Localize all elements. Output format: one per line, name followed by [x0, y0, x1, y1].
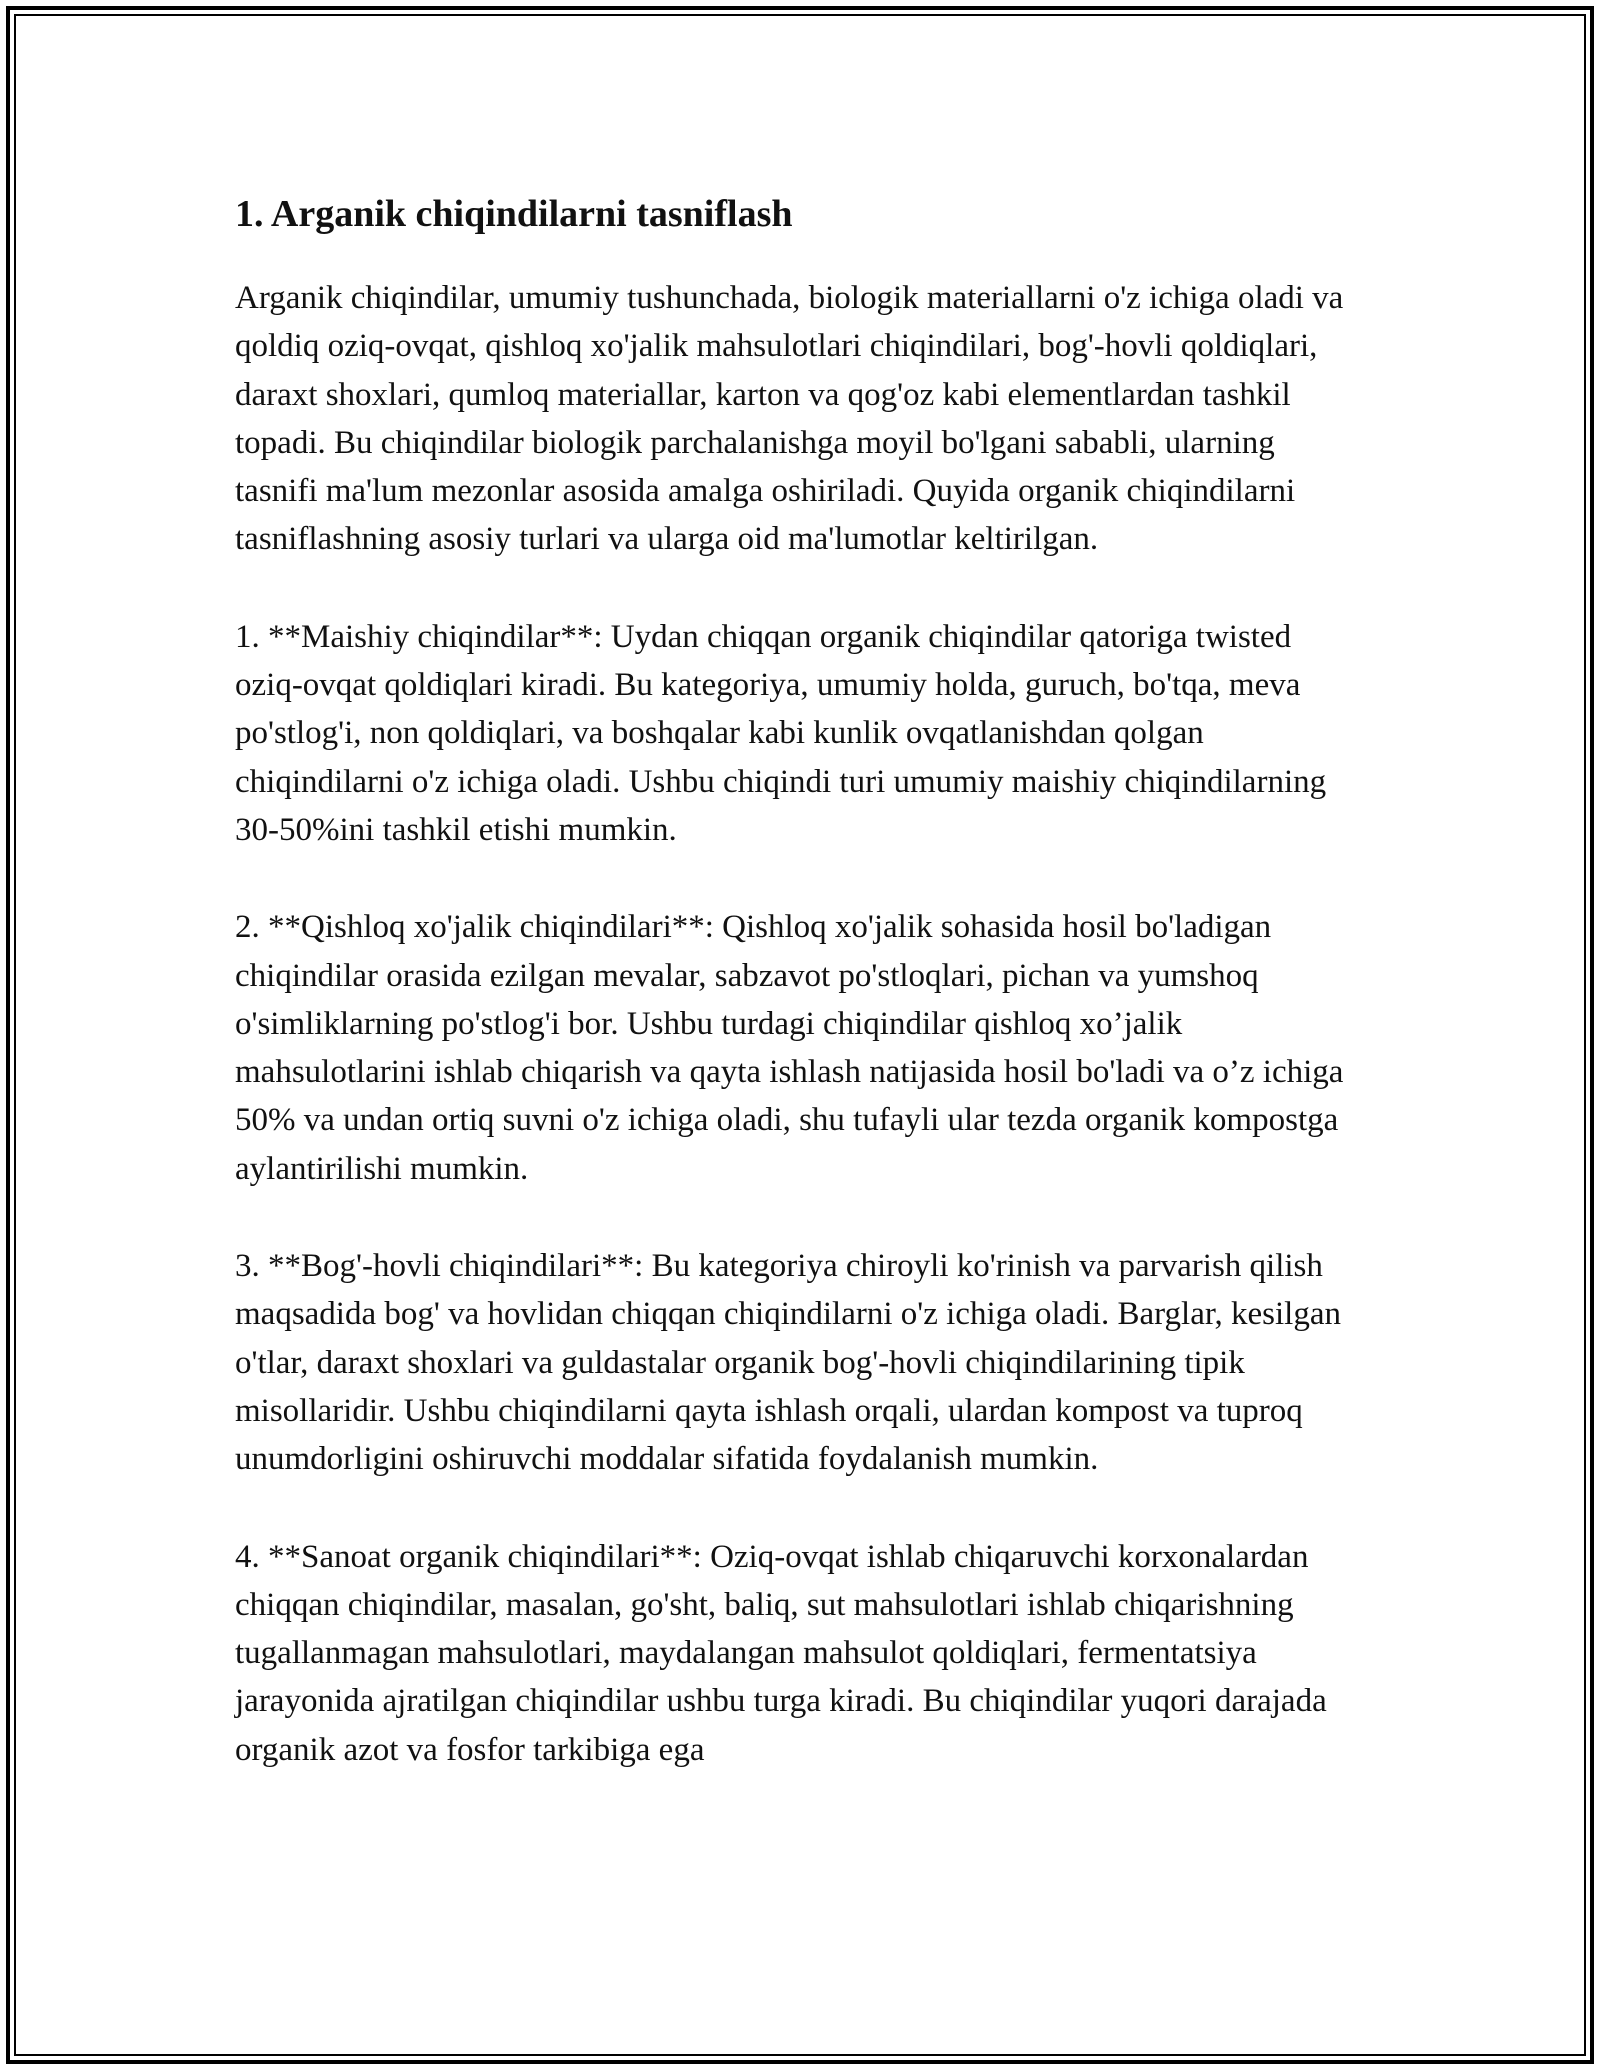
paragraph-industrial-waste: 4. **Sanoat organik chiqindilari**: Oziq-ovqat ishlab chiqaruvchi korxonalardan chiqqan chiqindilar, masalan, go'sht, baliq, sut mahsulotlari ishlab chiqarishning tugallanmagan mahsulotlari, maydalangan mahsulot qoldiqlari, fermentatsiya jarayonida ajratilgan chiqindilar ushbu turga kiradi. Bu chiqindilar yuqori darajada organik azot va fosfor tarkibiga ega — [235, 1538, 1327, 1768]
paragraph-household-waste: 1. **Maishiy chiqindilar**: Uydan chiqqan organik chiqindilar qatoriga twisted oziq-ovqat qoldiqlari kiradi. Bu kategoriya, umumiy holda, guruch, bo'tqa, meva po'stlog'i, non qoldiqlari, va boshqalar kabi kunlik ovqatlanishdan qolgan chiqindilarni o'z ichiga oladi. Ushbu chiqindi turi umumiy maishiy chiqindilarning 30-50%ini tashkil etishi mumkin. — [235, 618, 1327, 848]
section-heading: 1. Arganik chiqindilarni tasniflash — [235, 193, 793, 235]
paragraph-garden-waste: 3. **Bog'-hovli chiqindilari**: Bu kategoriya chiroyli ko'rinish va parvarish qilish maqsadida bog' va hovlidan chiqqan chiqindilarni o'z ichiga oladi. Barglar, kesilgan o'tlar, daraxt shoxlari va guldastalar organik bog'-hovli chiqindilarining tipik misollaridir. Ushbu chiqindilarni qayta ishlash orqali, ulardan kompost va tuproq unumdorligini oshiruvchi moddalar sifatida foydalanish mumkin. — [235, 1248, 1341, 1478]
paragraph-agricultural-waste: 2. **Qishloq xo'jalik chiqindilari**: Qishloq xo'jalik sohasida hosil bo'ladigan chiqindilar orasida ezilgan mevalar, sabzavot po'stloqlari, pichan va yumshoq o'simliklarning po'stlog'i bor. Ushbu turdagi chiqindilar qishloq xo’jalik mahsulotlarini ishlab chiqarish va qayta ishlash natijasida hosil bo'ladi va o’z ichiga 50% va undan ortiq suvni o'z ichiga oladi, shu tufayli ular tezda organik kompostga aylantirilishi mumkin. — [235, 909, 1344, 1187]
intro-paragraph: Arganik chiqindilar, umumiy tushunchada, biologik materiallarni o'z ichiga oladi va qoldiq oziq-ovqat, qishloq xo'jalik mahsulotlari chiqindilari, bog'-hovli qoldiqlari, daraxt shoxlari, qumloq materiallar, karton va qog'oz kabi elementlardan tashkil topadi. Bu chiqindilar biologik parchalanishga moyil bo'lgani sababli, ularning tasnifi ma'lum mezonlar asosida amalga oshiriladi. Quyida organik chiqindilarni tasniflashning asosiy turlari va ularga oid ma'lumotlar keltirilgan. — [235, 280, 1344, 558]
document-body — [235, 188, 1365, 1774]
